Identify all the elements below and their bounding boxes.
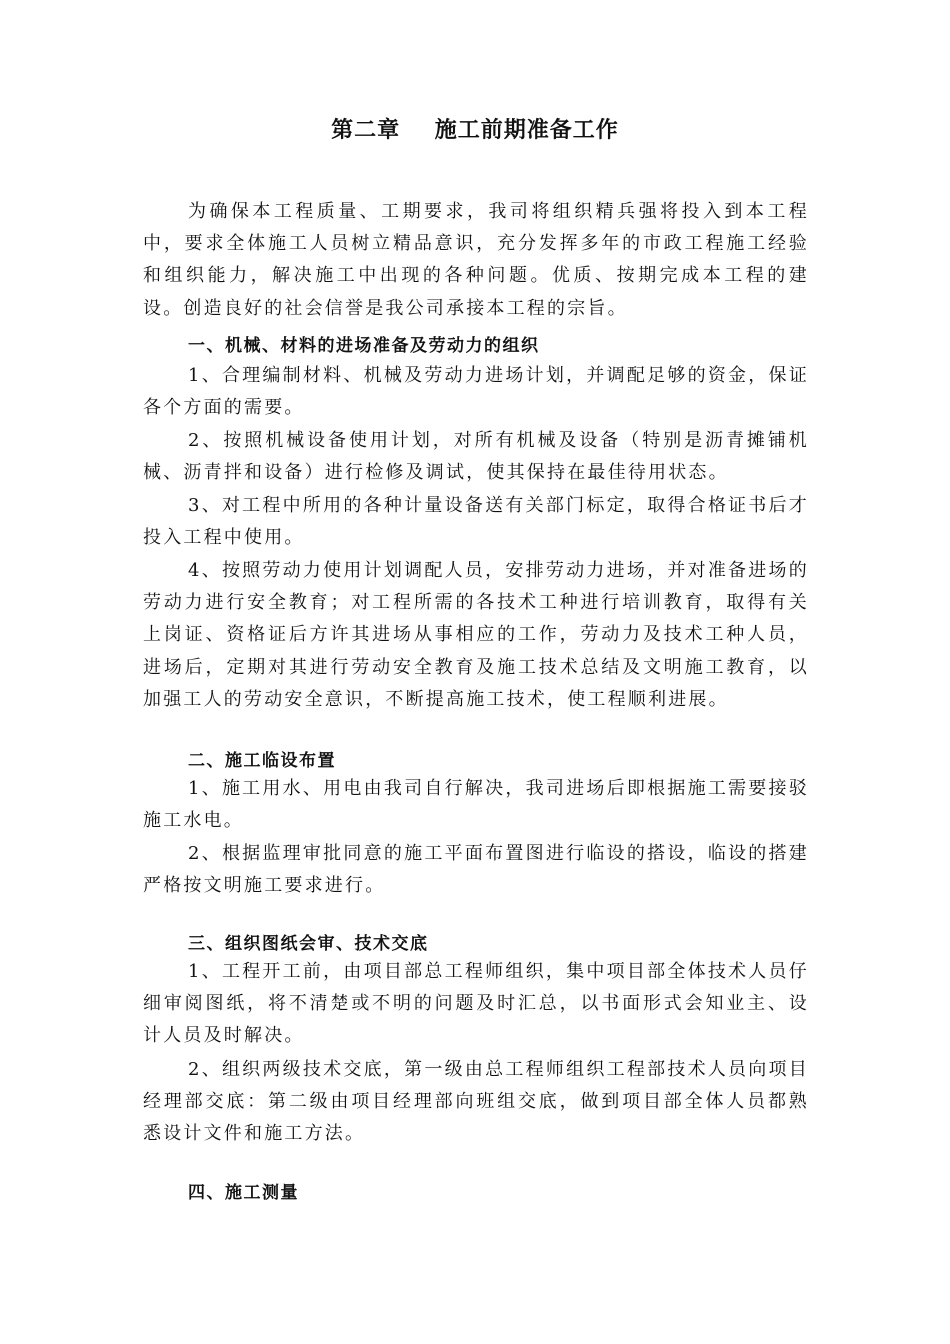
section-2-paragraph-1: 1、施工用水、用电由我司自行解决，我司进场后即根据施工需要接驳施工水电。 (143, 778, 809, 832)
section-heading-2: 二、施工临设布置 (188, 751, 336, 771)
section-1-paragraph-1: 1、合理编制材料、机械及劳动力进场计划，并调配足够的资金，保证各个方面的需要。 (143, 365, 809, 419)
chapter-title: 第二章 施工前期准备工作 (331, 118, 619, 143)
section-1-paragraph-2: 2、按照机械设备使用计划，对所有机械及设备（特别是沥青摊铺机械、沥青拌和设备）进行检修及调试，使其保持在最佳待用状态。 (143, 430, 809, 484)
section-1-paragraph-3: 3、对工程中所用的各种计量设备送有关部门标定，取得合格证书后才投入工程中使用。 (143, 495, 809, 549)
section-heading-1: 一、机械、材料的进场准备及劳动力的组织 (188, 336, 540, 356)
section-3-paragraph-2: 2、组织两级技术交底，第一级由总工程师组织工程部技术人员向项目经理部交底：第二级由项目经理部向班组交底，做到项目部全体人员都熟悉设计文件和施工方法。 (143, 1059, 809, 1145)
section-1-paragraph-4: 4、按照劳动力使用计划调配人员，安排劳动力进场，并对准备进场的劳动力进行安全教育；对工程所需的各技术工种进行培训教育，取得有关上岗证、资格证后方许其进场从事相应的工作，劳动力及技术工种人员，进场后，定期对其进行劳动安全教育及施工技术总结及文明施工教育，以加强工人的劳动安全意识，不断提高施工技术，使工程顺利进展。 (143, 560, 809, 710)
section-heading-3: 三、组织图纸会审、技术交底 (188, 934, 429, 954)
section-2-paragraph-2: 2、根据监理审批同意的施工平面布置图进行临设的搭设，临设的搭建严格按文明施工要求进行。 (143, 843, 809, 897)
intro-paragraph: 为确保本工程质量、工期要求，我司将组织精兵强将投入到本工程中，要求全体施工人员树立精品意识，充分发挥多年的市政工程施工经验和组织能力，解决施工中出现的各种问题。优质、按期完成本工程的建设。创造良好的社会信誉是我公司承接本工程的宗旨。 (143, 201, 809, 319)
section-heading-4: 四、施工测量 (188, 1183, 299, 1203)
section-3-paragraph-1: 1、工程开工前，由项目部总工程师组织，集中项目部全体技术人员仔细审阅图纸，将不清楚或不明的问题及时汇总，以书面形式会知业主、设计人员及时解决。 (143, 961, 809, 1047)
